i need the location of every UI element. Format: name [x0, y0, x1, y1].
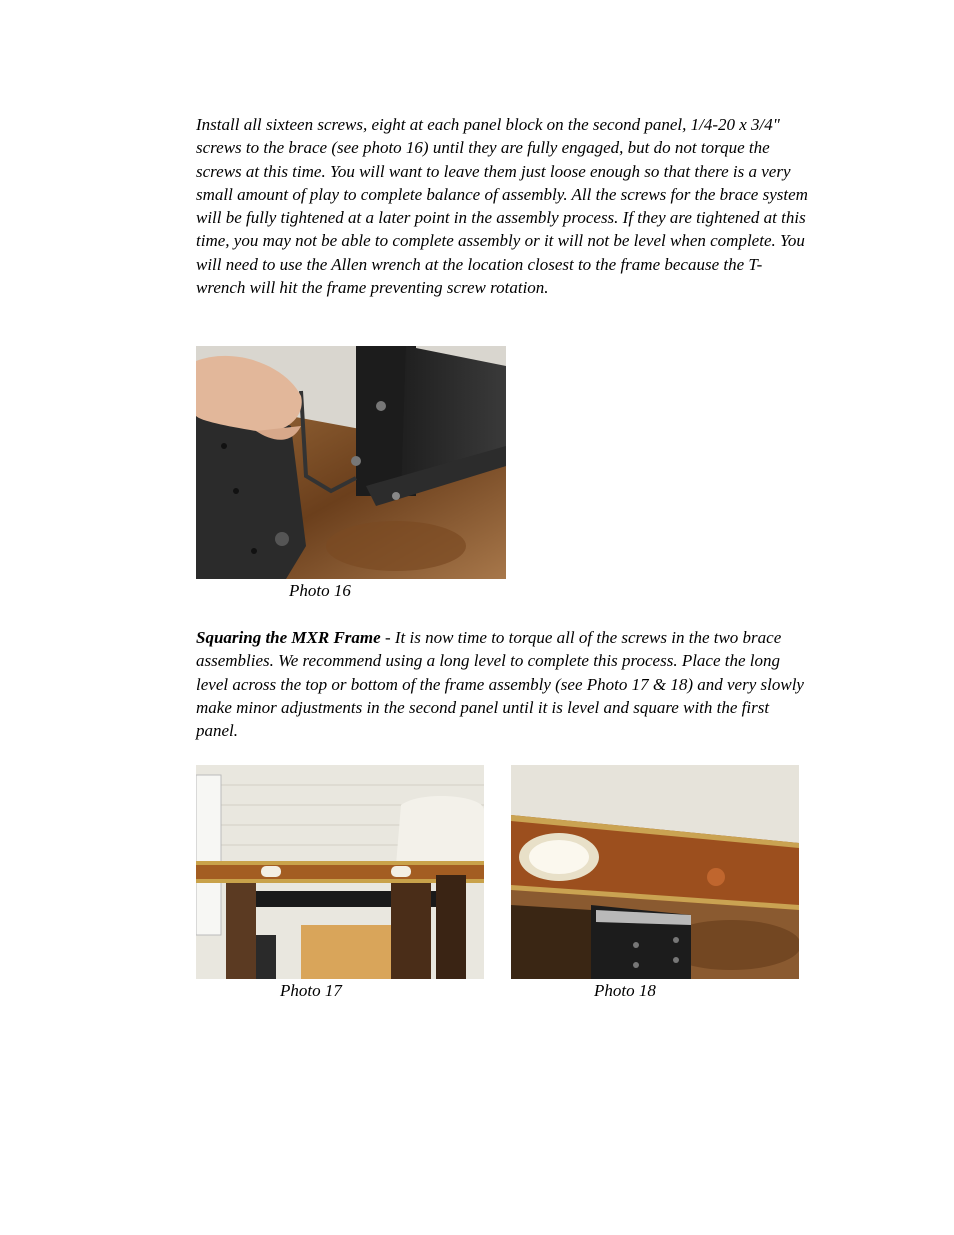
photo-16-caption: Photo 16	[289, 581, 351, 600]
photo-17-caption: Photo 17	[280, 981, 342, 1000]
photo-18-image	[511, 765, 799, 979]
paragraph-install-screws: Install all sixteen screws, eight at each panel block on the second panel, 1/4-20 x 3/4" screws to the brace (see photo 16) until they are fully engaged, but do not torque the screws at this time. You will want to leave them just loose enough so that there is a very small amount of play to complete balance of assembly. All the screws for the brace system will be fully tightened at a later point in the assembly process. If they are tightened at this time, you may not be able to complete assembly or it will not be level when complete. You will need to use the Allen wrench at the location closest to the frame because the T-wrench will hit the frame preventing screw rotation.	[196, 115, 808, 298]
section-body: - It is now time to torque all of the screws in the two brace assemblies. We recommend using a long level to complete this process. Place the long level across the top or bottom of the frame assembly (see Photo 17 & 18) and very slowly make minor adjustments in the second panel until it is level and square with the first panel.	[196, 628, 804, 741]
paragraph-squaring-frame	[196, 626, 811, 742]
photo-17-image	[196, 765, 484, 979]
section-heading: Squaring the MXR Frame	[196, 628, 381, 647]
photo-16-image	[196, 346, 506, 579]
photo-18-caption: Photo 18	[594, 981, 656, 1000]
